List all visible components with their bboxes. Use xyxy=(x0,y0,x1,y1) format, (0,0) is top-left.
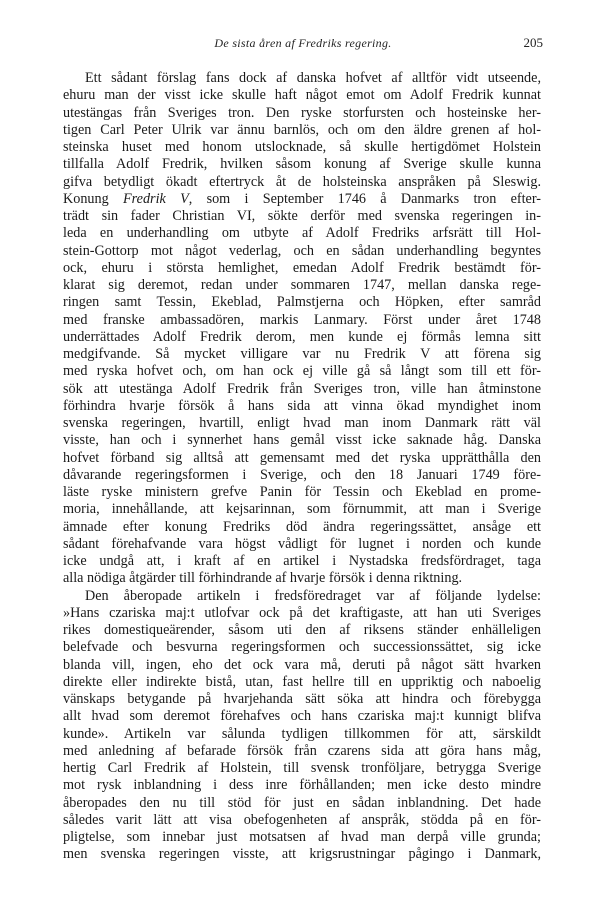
text-line: med ryska hofvet och, om han ock ej ville gå så långt som till ett för- xyxy=(63,363,541,380)
text-line: belefvade och besvurna regeringsformen och successionssättet, sig icke xyxy=(63,639,541,656)
text-line: mot rysk inblandning i dess inre förhållanden; men icke desto mindre xyxy=(63,777,541,794)
text-line: rikes domestiqueärender, såsom uti den af riksens ständer enhälleligen xyxy=(63,622,541,638)
text-line: med franske ambassadören, markis Lanmary. Först under året 1748 xyxy=(63,311,541,328)
text-line: åberopades den nu till stöd för just en sådan inblandning. Det hade xyxy=(63,794,541,811)
text-line: blanda vill, ingen, eho det ock vara må, deruti på något sätt hvarken xyxy=(63,656,541,673)
text-line: läste ryske ministern grefve Panin för Tessin och Ekeblad en prome- xyxy=(63,484,541,500)
italic-name: Fredrik V xyxy=(123,190,189,207)
text-line: men svenska regeringen visste, att krigsrustningar pågingo i Danmark, xyxy=(63,846,541,863)
text-line: medgifvande. Så mycket villigare var nu Fredrik V att förena sig xyxy=(63,346,541,362)
text-line: således varit lätt att visa obefogenheten af anspråk, stödda på en för- xyxy=(63,811,541,828)
text-line: moria, innehållande, att kejsarinnan, som förnummit, att man i Sverige xyxy=(63,501,541,518)
text-line: ringen samt Tessin, Ekeblad, Palmstjerna och Höpken, efter samråd xyxy=(63,294,541,311)
text-line: alla nödiga åtgärder till förhindrande af hvarje försök i denna riktning. xyxy=(63,570,463,587)
text-line: direkte eller indirekte bistå, utan, fast hellre till en uppriktig och naboelig xyxy=(63,673,541,690)
text-line: svenska regeringen, hvartill, enligt hvad man inom Danmark rätt väl xyxy=(63,415,541,431)
text-line: hertig Carl Fredrik af Holstein, till svensk tronföljare, betrygga Sverige xyxy=(63,760,541,776)
page-number: 205 xyxy=(523,35,543,50)
text-line: sådant förehafvande vara högst vådligt för lugnet i norden och kunde xyxy=(63,535,541,552)
text-line: utestängas från Sveriges tron. Den ryske storfursten och hosteinske her- xyxy=(63,104,541,121)
text-line: Ett sådant förslag fans dock af danska hofvet af alltför vidt utseende, xyxy=(85,70,541,86)
text-line: underrättades Adolf Fredrik derom, men kunde ej förmås lemna sitt xyxy=(63,328,541,345)
text-line: tillfalla Adolf Fredrik, hvilken såsom konung af Sverige skulle kunna xyxy=(63,156,541,173)
text-line: ehuru man der visst icke skulle haft något emot om Adolf Fredrik kunnat xyxy=(63,87,541,104)
text-line: Den åberopade artikeln i fredsföredraget var af följande lydelse: xyxy=(85,587,541,604)
text-line: sök att utestänga Adolf Fredrik från Sveriges tron, ville han åtminstone xyxy=(63,380,541,397)
text-line: förhindra hvarje försök å hans sida att vinna ökad myndighet inom xyxy=(63,397,541,414)
text-line: gifva betydligt ökadt eftertryck åt de holsteinska anspråken på Sleswig. xyxy=(63,173,541,190)
text-line: pligtelse, som innebar just motsatsen af hvad man derpå ville grunda; xyxy=(63,829,541,845)
text-line: icke undgå att, i kraft af en artikel i Nystadska fredsfördraget, taga xyxy=(63,553,541,569)
text-line: hofvet förband sig alltså att gemensamt med det ryska upprätthålla den xyxy=(63,449,541,466)
text-line: vänskaps betygande på hvarjehanda sätt söka att hindra och förebygga xyxy=(63,691,541,707)
text-line: »Hans czariska maj:t utlofvar ock på det kraftigaste, att han uti Sveriges xyxy=(63,604,541,621)
text-line: med anledning af befarade försök från czarens sida att göra hans måg, xyxy=(63,742,541,759)
text-line: visste, han och i synnerhet hans gemål visst icke saknade håg. Danska xyxy=(63,432,541,449)
text-line-with-italic: Konung Fredrik V, som i September 1746 å Danmarks tron efter- xyxy=(63,190,541,207)
text-line: ämnade efter konung Fredriks död ändra regeringssättet, ansåge ett xyxy=(63,518,541,535)
text-line: dåvarande regeringsformen i Sverige, och den 18 Januari 1749 före- xyxy=(63,466,541,483)
text-line: leda en underhandling om utbyte af Adolf Fredriks arfsrätt till Hol- xyxy=(63,225,541,242)
text-line: kunde». Artikeln var sålunda tydligen tillkommen för att, särskildt xyxy=(63,725,541,742)
text-line: ock, ehuru i största hemlighet, emedan Adolf Fredrik bestämdt för- xyxy=(63,259,541,276)
running-head: De sista åren af Fredriks regering. xyxy=(214,36,392,50)
text-line: steinska huset med honom utslocknade, så skulle hertigdömet Holstein xyxy=(63,139,541,155)
body-text xyxy=(63,70,541,864)
text-line: trädt sin fader Christian VI, sökte derför med svenska regeringen in- xyxy=(63,208,541,224)
text-line: tigen Carl Peter Ulrik var ännu barnlös, och om den äldre grenen af hol- xyxy=(63,121,541,138)
text-line: allt hvad som deremot förehafves och hans czariska maj:t kunnigt blifva xyxy=(63,708,541,725)
text-line: klarat sig deremot, redan under sommaren 1747, mellan danska rege- xyxy=(63,277,541,293)
text-line: stein-Gottorp mot något vederlag, och en sådan underhandling begyntes xyxy=(63,242,541,259)
